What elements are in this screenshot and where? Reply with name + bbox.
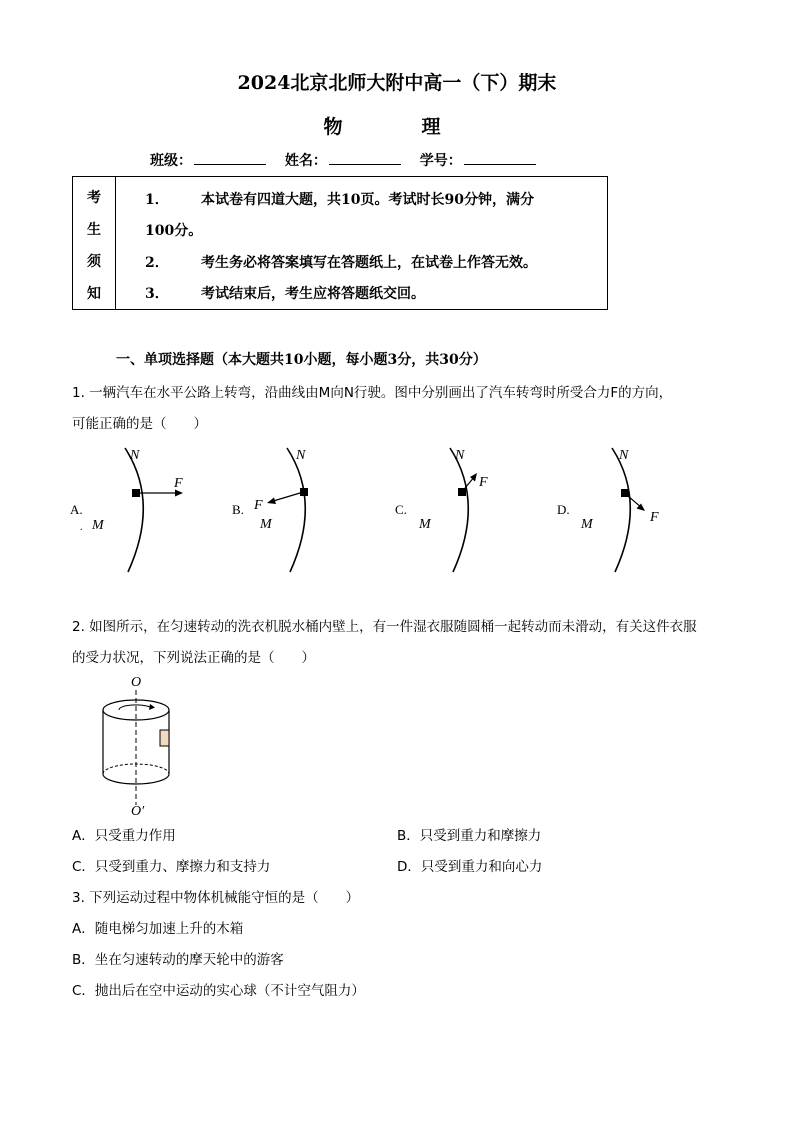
q3-option-a[interactable]: A．随电梯匀加速上升的木箱 [72,921,244,937]
question-1-line-1: 1. 一辆汽车在水平公路上转弯，沿曲线由M向N行驶。图中分别画出了汽车转弯时所受合力F的方向， [72,385,673,401]
class-blank[interactable] [194,152,266,165]
question-3-line-1: 3. 下列运动过程中物体机械能守恒的是（ ） [72,890,360,906]
rotation-arrow-head [149,704,155,710]
axis-bottom-label: O′ [131,804,145,818]
notice-line: 3． 考试结束后，考生应将答题纸交回。 [145,286,425,302]
question-2-line-2: 的受力状况，下列说法正确的是（ ） [72,650,315,666]
notice-side [73,177,116,309]
curve-path [125,448,143,572]
name-blank[interactable] [329,152,401,165]
q2-option-a[interactable]: A．只受重力作用 [72,828,176,844]
q2-option-d[interactable]: D．只受到重力和向心力 [397,859,543,875]
notice-line: 1． 本试卷有四道大题，共10页。考试时长90分钟，满分 [145,192,534,208]
drum-figure [95,670,185,818]
exam-title: 2024北京北师大附中高一（下）期末 [237,72,557,94]
question-1-line-2: 可能正确的是（ ） [72,416,207,432]
class-label: 班级： [150,153,192,169]
option-label: B. [232,502,244,517]
name-label: 姓名： [284,153,327,169]
curve-path [612,448,630,572]
label-f: F [254,498,263,513]
option-label: D. [557,502,570,517]
car-block [621,489,629,497]
subject-title: 物 理 [323,116,471,138]
notice-side-char: 须 [87,254,101,270]
student-info-row [150,150,550,170]
notice-side-char: 知 [87,286,101,302]
figure-d [557,442,687,577]
car-block [458,488,466,496]
curve-path [287,448,305,572]
option-label: C. [395,502,407,517]
notice-line: 2． 考生务必将答案填写在答题纸上，在试卷上作答无效。 [145,255,537,271]
notice-side-char: 生 [87,222,101,238]
car-block [132,489,140,497]
wet-cloth [160,730,169,746]
label-n: N [455,448,465,463]
figure-b [232,442,362,577]
stray-dot: . [80,522,83,533]
arrow-head [267,498,276,505]
question-2-line-1: 2. 如图所示，在匀速转动的洗衣机脱水桶内壁上，有一件湿衣服随圆桶一起转动而未滑动，有关这件衣服 [72,619,697,635]
option-label: A. [70,502,83,517]
axis-top-label: O [131,675,142,690]
label-m: M [260,517,272,532]
label-f: F [174,476,183,491]
id-blank[interactable] [464,152,536,165]
label-n: N [296,448,306,463]
label-m: M [92,518,104,533]
figure-c [395,442,525,577]
label-m: M [419,517,431,532]
label-f: F [479,475,488,490]
figure-a [70,442,200,577]
notice-side-char: 考 [87,190,101,206]
notice-line: 100分。 [145,223,203,239]
q3-option-c[interactable]: C．抛出后在空中运动的实心球（不计空气阻力） [72,983,365,999]
section-heading: 一、单项选择题（本大题共10小题，每小题3分，共30分） [116,352,487,368]
label-n: N [619,448,629,463]
label-n: N [130,448,140,463]
q2-option-c[interactable]: C．只受到重力、摩擦力和支持力 [72,859,271,875]
label-f: F [650,510,659,525]
rotation-arrow [119,705,150,710]
label-m: M [581,517,593,532]
q3-option-b[interactable]: B．坐在匀速转动的摩天轮中的游客 [72,952,284,968]
car-block [300,488,308,496]
q2-option-b[interactable]: B．只受到重力和摩擦力 [397,828,542,844]
curve-path [450,448,468,572]
id-label: 学号： [419,153,462,169]
notice-box [72,176,608,310]
